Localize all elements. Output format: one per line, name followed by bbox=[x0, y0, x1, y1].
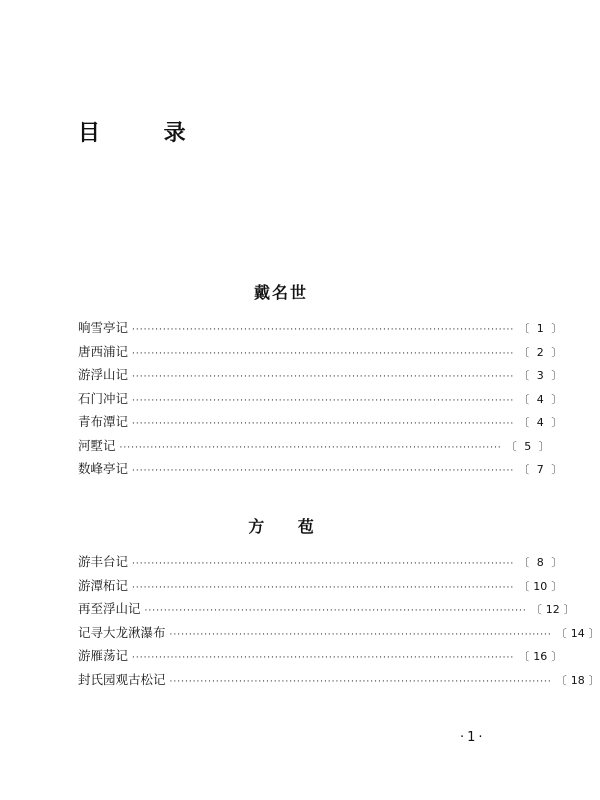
leader-dots: ··································································································· bbox=[169, 676, 552, 687]
section-title-fang-bao: 方 苞 bbox=[248, 517, 328, 536]
section-title-dai-mingshi: 戴名世 bbox=[253, 283, 308, 302]
toc-entry-page: 〔 18 〕 bbox=[555, 673, 600, 687]
leader-dots: ··································································································· bbox=[132, 419, 515, 429]
toc-entry[interactable] bbox=[78, 646, 563, 670]
toc-entry[interactable] bbox=[78, 412, 563, 436]
toc-entry[interactable] bbox=[78, 365, 563, 389]
toc-entry-title: 游浮山记 bbox=[78, 367, 129, 382]
toc-entry-page: 〔 3 〕 bbox=[518, 369, 563, 382]
leader-dots: ··································································································· bbox=[132, 559, 515, 569]
toc-entry-page: 〔 5 〕 bbox=[505, 439, 550, 453]
toc-entry-page: 〔 4 〕 bbox=[518, 416, 563, 429]
page-ref: 18 bbox=[570, 673, 585, 687]
toc-entry-title: 石门冲记 bbox=[78, 390, 129, 406]
toc-entry[interactable] bbox=[78, 389, 563, 413]
toc-entry[interactable] bbox=[78, 623, 600, 647]
leader-dots: ··································································································· bbox=[119, 442, 502, 453]
toc-entry[interactable] bbox=[78, 318, 563, 342]
toc-entry-title: 游雁荡记 bbox=[78, 648, 129, 663]
toc-entry-title: 游潭柘记 bbox=[78, 577, 129, 593]
page-ref: 1 bbox=[536, 322, 544, 335]
toc-entry-title: 游丰台记 bbox=[78, 554, 129, 569]
page-title: 目 录 bbox=[78, 121, 214, 146]
page-ref: 8 bbox=[536, 556, 544, 569]
page-ref: 4 bbox=[536, 392, 544, 406]
toc-entry-page: 〔 10 〕 bbox=[518, 579, 563, 593]
toc-entry-title: 响雪亭记 bbox=[78, 320, 129, 335]
toc-entry-title: 数峰亭记 bbox=[78, 461, 129, 476]
leader-dots: ··································································································· bbox=[132, 325, 515, 335]
page-ref: 14 bbox=[570, 626, 585, 640]
toc-entry[interactable] bbox=[78, 599, 575, 623]
page-ref: 3 bbox=[536, 369, 544, 382]
toc-entry-page: 〔 16 〕 bbox=[518, 650, 563, 663]
toc-entry-page: 〔 2 〕 bbox=[518, 345, 563, 359]
toc-entry[interactable] bbox=[78, 576, 563, 600]
toc-entry[interactable] bbox=[78, 670, 600, 694]
page-ref: 2 bbox=[536, 345, 544, 359]
toc-list-dai-mingshi bbox=[78, 318, 563, 483]
toc-entry[interactable] bbox=[78, 552, 563, 576]
toc-entry-title: 河墅记 bbox=[78, 437, 116, 453]
toc-entry-title: 青布潭记 bbox=[78, 414, 129, 429]
page-ref: 16 bbox=[533, 650, 548, 663]
leader-dots: ··································································································· bbox=[132, 348, 515, 359]
toc-entry-page: 〔 1 〕 bbox=[518, 322, 563, 335]
page-ref: 4 bbox=[536, 416, 544, 429]
leader-dots: ··································································································· bbox=[169, 629, 552, 640]
leader-dots: ··································································································· bbox=[132, 582, 515, 593]
toc-entry-title: 唐西浦记 bbox=[78, 343, 129, 359]
toc-entry-page: 〔 12 〕 bbox=[530, 603, 575, 616]
toc-entry-title: 再至浮山记 bbox=[78, 601, 141, 616]
leader-dots: ··································································································· bbox=[144, 606, 527, 616]
page-number: ·1· bbox=[460, 730, 486, 745]
leader-dots: ··································································································· bbox=[132, 372, 515, 382]
toc-entry-page: 〔 8 〕 bbox=[518, 556, 563, 569]
toc-entry-page: 〔 7 〕 bbox=[518, 463, 563, 476]
toc-entry-page: 〔 14 〕 bbox=[555, 626, 600, 640]
leader-dots: ··································································································· bbox=[132, 395, 515, 406]
leader-dots: ··································································································· bbox=[132, 466, 515, 476]
page-ref: 10 bbox=[533, 579, 548, 593]
toc-entry-page: 〔 4 〕 bbox=[518, 392, 563, 406]
toc-entry[interactable] bbox=[78, 436, 550, 460]
page-ref: 7 bbox=[536, 463, 544, 476]
toc-entry[interactable] bbox=[78, 459, 563, 483]
page-ref: 5 bbox=[524, 439, 532, 453]
toc-entry[interactable] bbox=[78, 342, 563, 366]
leader-dots: ··································································································· bbox=[132, 653, 515, 663]
toc-entry-title: 记寻大龙湫瀑布 bbox=[78, 624, 166, 640]
toc-entry-title: 封氏园观古松记 bbox=[78, 671, 166, 687]
toc-list-fang-bao bbox=[78, 552, 600, 693]
page-ref: 12 bbox=[545, 603, 560, 616]
